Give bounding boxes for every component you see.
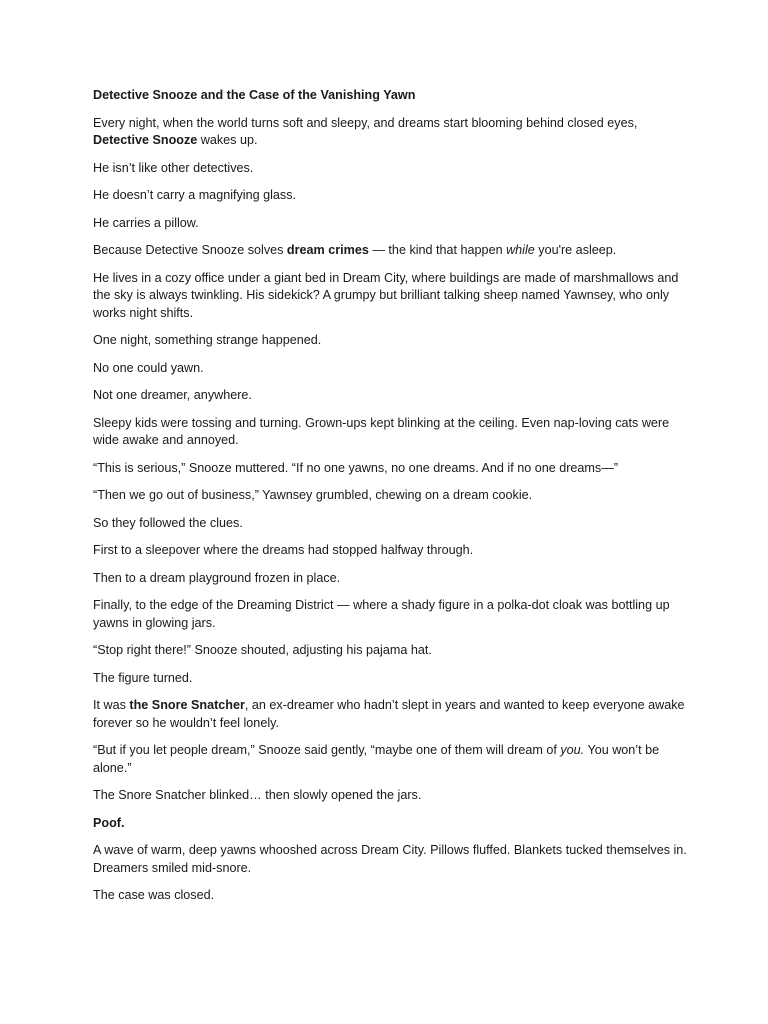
text-run: Sleepy kids were tossing and turning. Grown-ups kept blinking at the ceiling. Even nap-loving cats were wide awake and annoyed. [93, 415, 670, 447]
paragraph [93, 242, 688, 260]
bold-text: Poof. [93, 815, 125, 830]
text-run: He carries a pillow. [93, 215, 199, 230]
paragraph [93, 460, 688, 478]
paragraph [93, 332, 688, 350]
text-run: So they followed the clues. [93, 515, 243, 530]
paragraph [93, 487, 688, 505]
paragraph [93, 387, 688, 405]
text-run: you're asleep. [534, 243, 617, 257]
bold-text: Detective Snooze [93, 133, 198, 147]
paragraph [93, 787, 688, 805]
bold-text: dream crimes [286, 243, 369, 257]
text-run: — the kind that happen [368, 243, 507, 257]
paragraph [93, 187, 688, 205]
text-run: “Then we go out of business,” Yawnsey grumbled, chewing on a dream cookie. [93, 488, 533, 502]
paragraph [93, 215, 688, 233]
text-run: The figure turned. [93, 670, 193, 685]
paragraph [93, 415, 688, 450]
text-run: You won’t be alone.” [93, 743, 660, 775]
text-run: The Snore Snatcher blinked… then slowly opened the jars. [93, 788, 422, 802]
text-run: One night, something strange happened. [93, 333, 322, 347]
paragraph [93, 360, 688, 378]
text-run: No one could yawn. [93, 360, 204, 375]
text-run: wakes up. [197, 133, 258, 147]
text-run: The case was closed. [93, 888, 215, 902]
text-run: “This is serious,” Snooze muttered. “If no one yawns, no one dreams. And if no one dreams—” [93, 460, 618, 475]
italic-text: you. [560, 743, 585, 757]
paragraph [93, 887, 688, 905]
paragraph [93, 742, 688, 777]
text-run: , an ex-dreamer who hadn’t slept in years and wanted to keep everyone awake forever so he wouldn’t feel lonely. [93, 698, 685, 730]
paragraph [93, 542, 688, 560]
text-run: He doesn’t carry a magnifying glass. [93, 188, 296, 202]
paragraph [93, 642, 688, 660]
text-run: He lives in a cozy office under a giant bed in Dream City, where buildings are made of marshmallows and the sky is always twinkling. His sidekick? A grumpy but brilliant talking sheep named Yawnsey, who only works night shifts. [93, 270, 679, 320]
paragraph [93, 270, 688, 323]
paragraph [93, 597, 688, 632]
bold-text: the Snore Snatcher [129, 698, 245, 712]
paragraph [93, 160, 688, 178]
paragraph [93, 670, 688, 688]
text-run: Because Detective Snooze solves [93, 243, 287, 257]
paragraph [93, 515, 688, 533]
italic-text: while [506, 243, 535, 257]
text-run: Not one dreamer, anywhere. [93, 388, 252, 402]
text-run: Every night, when the world turns soft and sleepy, and dreams start blooming behind closed eyes, [93, 115, 638, 130]
text-run: “But if you let people dream,” Snooze said gently, “maybe one of them will dream of [93, 743, 561, 757]
paragraph [93, 115, 688, 150]
text-run: He isn’t like other detectives. [93, 160, 254, 175]
paragraph [93, 815, 688, 833]
paragraph [93, 697, 688, 732]
text-run: First to a sleepover where the dreams had stopped halfway through. [93, 543, 474, 557]
text-run: It was [93, 698, 130, 712]
text-run: A wave of warm, deep yawns whooshed across Dream City. Pillows fluffed. Blankets tucked themselves in. Dreamers smiled mid-snore. [93, 843, 687, 875]
text-run: Finally, to the edge of the Dreaming District — where a shady figure in a polka-dot cloak was bottling up yawns in glowing jars. [93, 598, 670, 630]
paragraph [93, 570, 688, 588]
document-body [93, 115, 688, 905]
text-run: Then to a dream playground frozen in place. [93, 570, 341, 585]
paragraph [93, 842, 688, 877]
document-title: Detective Snooze and the Case of the Vanishing Yawn [93, 88, 416, 102]
text-run: “Stop right there!” Snooze shouted, adjusting his pajama hat. [93, 643, 432, 657]
